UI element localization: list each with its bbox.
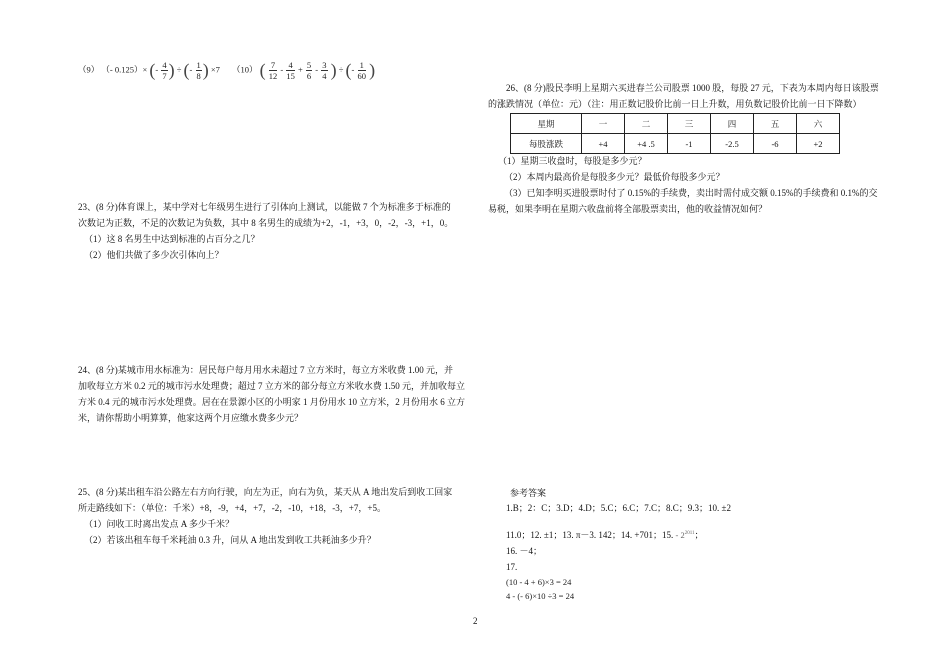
table-header-cell: 二 xyxy=(625,114,668,134)
answer-title: 参考答案 xyxy=(510,488,547,498)
table-cell: 每股涨跌 xyxy=(511,134,582,154)
table-row xyxy=(511,134,840,154)
q9-label: （9） xyxy=(78,64,100,75)
question-26-parts: （1）星期三收盘时，每股是多少元？ （2）本周内最高价是每股多少元？最低价每股多少元？ （3）已知李明买进股票时付了 0.15%的手续费，卖出时需付成交额 0.15%的手续费和 0.1%的交 易税，如果李明在星期六收盘前将全部股票卖出，他的收益情况如何？ xyxy=(488,156,878,214)
question-9: （9） （- 0.125）× (- $\frac{4}{7}$ ) ÷ (- $\frac{1}{8}$ ) ×7 xyxy=(78,60,220,81)
table-header-cell: 六 xyxy=(797,114,840,134)
answer-line: 1.B；2：C；3.D；4.D；5.C；6.C；7.C；8.C；9.3；10. ±2 xyxy=(506,503,731,513)
table-row xyxy=(511,114,840,134)
q10-label: （10） xyxy=(232,64,258,75)
q9-fraction-2: $\frac{1}{8}$ xyxy=(196,60,201,81)
page-number: 2 xyxy=(473,616,478,626)
q9-part1: （- 0.125）× xyxy=(101,64,148,75)
table-cell: +4 xyxy=(582,134,625,154)
table-cell: -6 xyxy=(754,134,797,154)
answer-line: 11.0；12. ±1；13. π－3. 142；14. +701；15. - $2^{2011}$； xyxy=(506,530,704,540)
q23-sub1: （1）这 8 名男生中达到标准的占百分之几？ xyxy=(84,234,260,244)
table-header-cell: 五 xyxy=(754,114,797,134)
table-header-cell: 四 xyxy=(711,114,754,134)
stock-change-table xyxy=(510,113,840,154)
table-header-cell: 三 xyxy=(668,114,711,134)
answers-block xyxy=(506,500,731,603)
table-header-cell: 一 xyxy=(582,114,625,134)
answer-line: 16. －4； xyxy=(506,546,543,556)
question-24: 24、(8 分)某城市用水标准为：居民每户每月用水未超过 7 立方米时，每立方米收费 1.00 元，并 加收每立方米 0.2 元的城市污水处理费；超过 7 立方米的部分每立方米收水费 1.50 元，并加收每立 方米 0.4 元的城市污水处理费。居在在景源小区的小明家 1 月份用水 10 立方米，2 月份用水 6 立方 米，请你帮助小明算算，他家这两个月应缴水费多少元？ xyxy=(78,365,466,423)
table-cell: +2 xyxy=(797,134,840,154)
answer-line: 17. xyxy=(506,562,518,572)
table-cell: +4 .5 xyxy=(625,134,668,154)
answer-expression: 4 - (- 6)×10 ÷3 = 24 xyxy=(506,591,575,601)
q23-sub2: （2）他们共做了多少次引体向上？ xyxy=(84,250,224,260)
question-23 xyxy=(78,199,453,263)
q9-fraction-1: $\frac{4}{7}$ xyxy=(162,60,167,81)
question-25: 25、(8 分)某出租车沿公路左右方向行驶，向左为正，向右为负，某天从 A 地出发后到收工回家 所走路线如下：（单位：千米）+8，-9，+4，+7，-2，-10，+18，-3，+7，+5。 （1）问收工时离出发点 A 多少千米？ （2）若该出租车每千米耗油 0.3 升，问从 A 地出发到收工共耗油多少升？ xyxy=(78,487,453,545)
question-10: （10） ( $\frac{7}{12}$ - $\frac{4}{15}$ + $\frac{5}{6}$ - $\frac{3}{4}$ ) ÷ (- $\frac{1}{60}$ ) xyxy=(232,60,376,81)
q23-line: 次数记为正数，不足的次数记为负数，其中 8 名男生的成绩为+2，-1，+3，0，-2，-3，+1，0。 xyxy=(78,218,454,228)
q23-line: 23、(8 分)体育课上，某中学对七年级男生进行了引体向上测试，以能做 7 个为标准多于标准的 xyxy=(78,202,451,212)
table-cell: -1 xyxy=(668,134,711,154)
answer-expression: (10 - 4 + 6)×3 = 24 xyxy=(506,577,572,587)
table-header-cell: 星期 xyxy=(511,114,582,134)
table-cell: -2.5 xyxy=(711,134,754,154)
question-26: 26、(8 分)股民李明上星期六买进春兰公司股票 1000 股，每股 27 元，下表为本周内每日该股票 的涨跌情况（单位：元）（注：用正数记股价比前一日上升数，用负数记股价比前一日下降数） xyxy=(488,83,879,109)
